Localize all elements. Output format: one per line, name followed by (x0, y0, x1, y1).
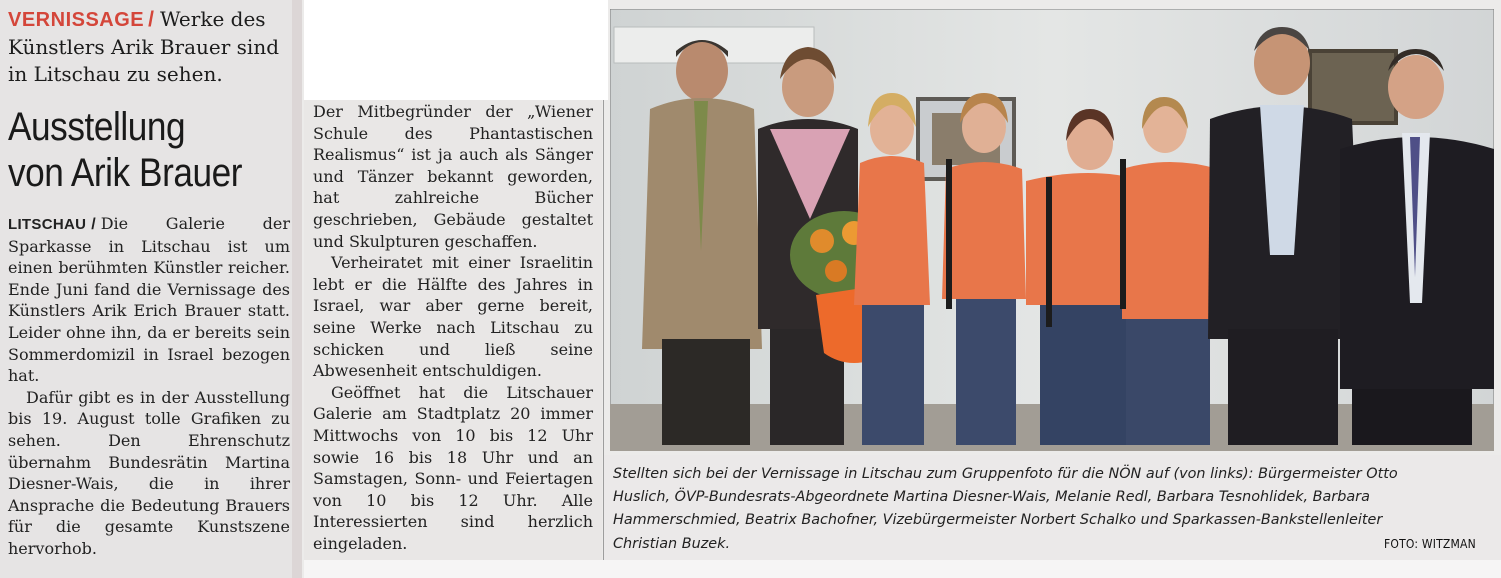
caption-line-4: Christian Buzek. (613, 535, 731, 552)
paragraph-4: Verheiratet mit einer Israelitin lebt er die Hälfte des Jahres in Israel, war aber gerne bereit, seine Werke nach Litschau zu schicken und ließ seine Abwesenheit entschuldigen. (313, 253, 593, 381)
paragraph-2: Dafür gibt es in der Ausstellung bis 19. August tolle Grafiken zu sehen. Den Ehrenschutz übernahm Bundesrätin Martina Diesner-Wais, die in ihrer Ansprache die Bedeutung Brauers für die gesamte Kunstszene hervorhob. (8, 387, 290, 558)
neighbour-column-edge (292, 0, 302, 578)
paragraph-1 (8, 213, 290, 387)
kicker (8, 6, 290, 88)
column-1-body (8, 213, 290, 560)
photo-caption (613, 463, 1461, 556)
blank-box (304, 0, 608, 100)
paragraph-1-text: Die Galerie der Sparkasse in Litschau ist um einen berühmten Künstler reicher. Ende Juni fand die Vernissage des Künstlers Arik Erich Brauer statt. Leider ohne ihn, da er bereits sein Sommerdomizil in Israel bezogen hat. (8, 214, 290, 386)
kicker-slash: / (148, 8, 154, 31)
group-photo (610, 9, 1494, 451)
kicker-deck: Werke des Künstlers Arik Brauer sind in Litschau zu sehen. (8, 7, 280, 86)
headline-line-1: Ausstellung (8, 105, 186, 149)
headline-line-2: von Arik Brauer (8, 151, 243, 195)
dateline: LITSCHAU (8, 216, 87, 233)
bottom-margin (304, 560, 1501, 578)
paragraph-5: Geöffnet hat die Litschauer Galerie am Stadtplatz 20 immer Mittwochs von 10 bis 12 Uhr sowie 16 bis 18 Uhr und an Samstagen, Sonn- und Feiertagen von 10 bis 12 Uhr. Alle Interessierten sind herzlich eingeladen. (313, 382, 593, 553)
photo-credit: FOTO: WITZMAN (1384, 537, 1476, 551)
caption-line-2: Huslich, ÖVP-Bundesrats-Abgeordnete Martina Diesner-Wais, Melanie Redl, Barbara Tesnohlidek, Barbara (613, 489, 1370, 506)
column-2-body (313, 101, 593, 554)
dateline-slash: / (91, 216, 96, 233)
kicker-tag: VERNISSAGE (8, 9, 145, 31)
paragraph-3: Der Mitbegründer der „Wiener Schule des Phantastischen Realismus“ ist ja auch als Sänger und Tänzer bekannt geworden, hat zahlreiche Bücher geschrieben, Gebäude gestaltet und Skulpturen geschaffen. (313, 102, 593, 251)
caption-line-3: Hammerschmied, Beatrix Bachofner, Vizebürgermeister Norbert Schalko und Sparkassen-Bankstellenleiter (613, 512, 1383, 529)
headline (8, 104, 260, 196)
caption-line-1: Stellten sich bei der Vernissage in Litschau zum Gruppenfoto für die NÖN auf (von links): Bürgermeister Otto (613, 466, 1398, 482)
